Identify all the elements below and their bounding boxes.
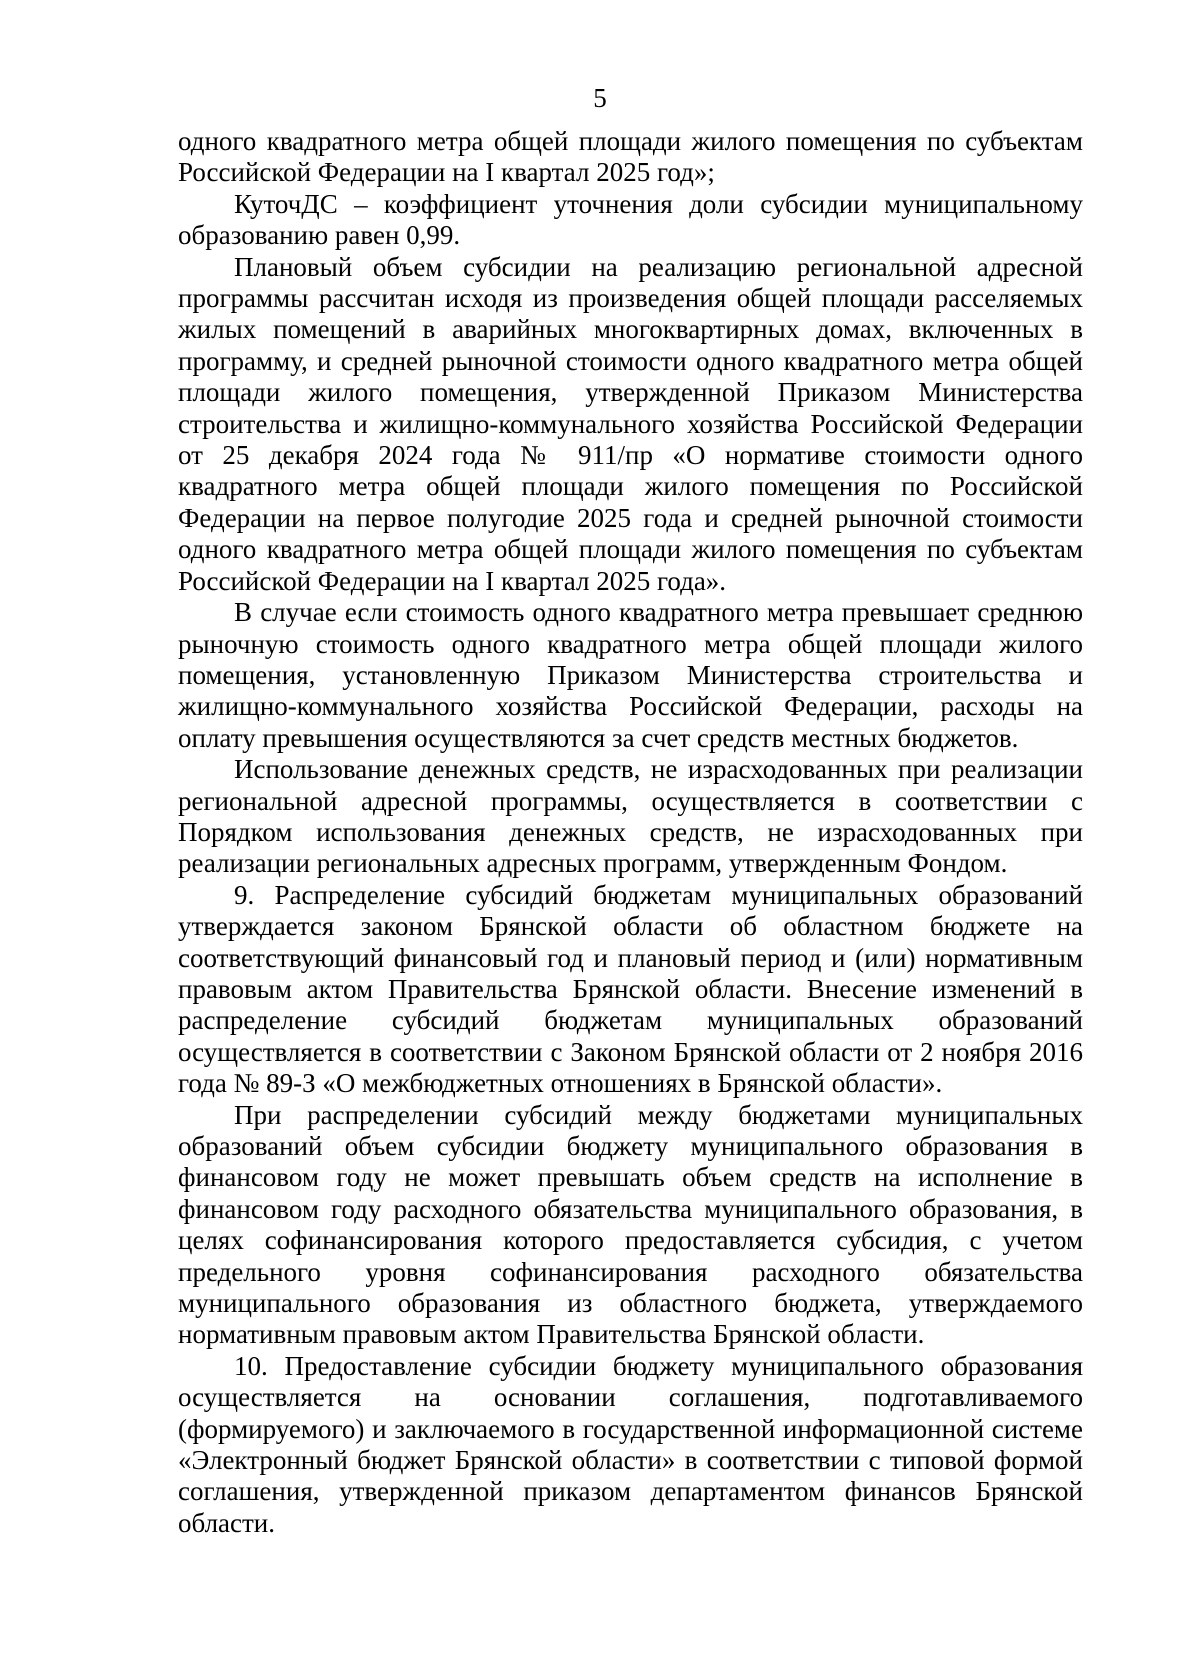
paragraph-planned-volume: Плановый объем субсидии на реализацию региональной адресной программы рассчитан исходя из произведения общей площади расселяемых жилых помещений в аварийных многоквартирных домах, включенных в программу, и средней рыночной стоимости одного квадратного метра общей площади жилого помещения, утвержденной Приказом Министерства строительства и жилищно-коммунального хозяйства Российской Федерации от 25 декабря 2024 года № 911/пр «О нормативе стоимости одного квадратного метра общей площади жилого помещения по Российской Федерации на первое полугодие 2025 года и средней рыночной стоимости одного квадратного метра общей площади жилого помещения по субъектам Российской Федерации на I квартал 2025 года». xyxy=(178,251,1083,596)
paragraph-distribution: При распределении субсидий между бюджетами муниципальных образований объем субсидии бюджету муниципального образования в финансовом году не может превышать объем средств на исполнение в финансовом году расходного обязательства муниципального образования, в целях софинансирования которого предоставляется субсидия, с учетом предельного уровня софинансирования расходного обязательства муниципального образования из областного бюджета, утверждаемого нормативным правовым актом Правительства Брянской области. xyxy=(178,1099,1083,1350)
paragraph-excess-cost: В случае если стоимость одного квадратного метра превышает среднюю рыночную стоимость одного квадратного метра общей площади жилого помещения, установленную Приказом Министерства строительства и жилищно-коммунального хозяйства Российской Федерации, расходы на оплату превышения осуществляются за счет средств местных бюджетов. xyxy=(178,597,1083,753)
paragraph-continuation: одного квадратного метра общей площади жилого помещения по субъектам Российской Федерации на I квартал 2025 год»; xyxy=(178,126,1083,188)
paragraph-coefficient: КуточДС – коэффициент уточнения доли субсидии муниципальному образованию равен 0,99. xyxy=(178,188,1083,251)
document-body xyxy=(178,126,1083,1539)
page-number: 5 xyxy=(593,83,607,113)
paragraph-item-10: 10. Предоставление субсидии бюджету муниципального образования осуществляется на основании соглашения, подготавливаемого (формируемого) и заключаемого в государственной информационной системе «Электронный бюджет Брянской области» в соответствии с типовой формой соглашения, утвержденной приказом департаментом финансов Брянской области. xyxy=(178,1350,1083,1538)
paragraph-item-9: 9. Распределение субсидий бюджетам муниципальных образований утверждается законом Брянской области об областном бюджете на соответствующий финансовый год и плановый период и (или) нормативным правовым актом Правительства Брянской области. Внесение изменений в распределение субсидий бюджетам муниципальных образований осуществляется в соответствии с Законом Брянской области от 2 ноября 2016 года № 89-З «О межбюджетных отношениях в Брянской области». xyxy=(178,879,1083,1099)
paragraph-unspent-funds: Использование денежных средств, не израсходованных при реализации региональной адресной программы, осуществляется в соответствии с Порядком использования денежных средств, не израсходованных при реализации региональных адресных программ, утвержденным Фондом. xyxy=(178,754,1083,879)
